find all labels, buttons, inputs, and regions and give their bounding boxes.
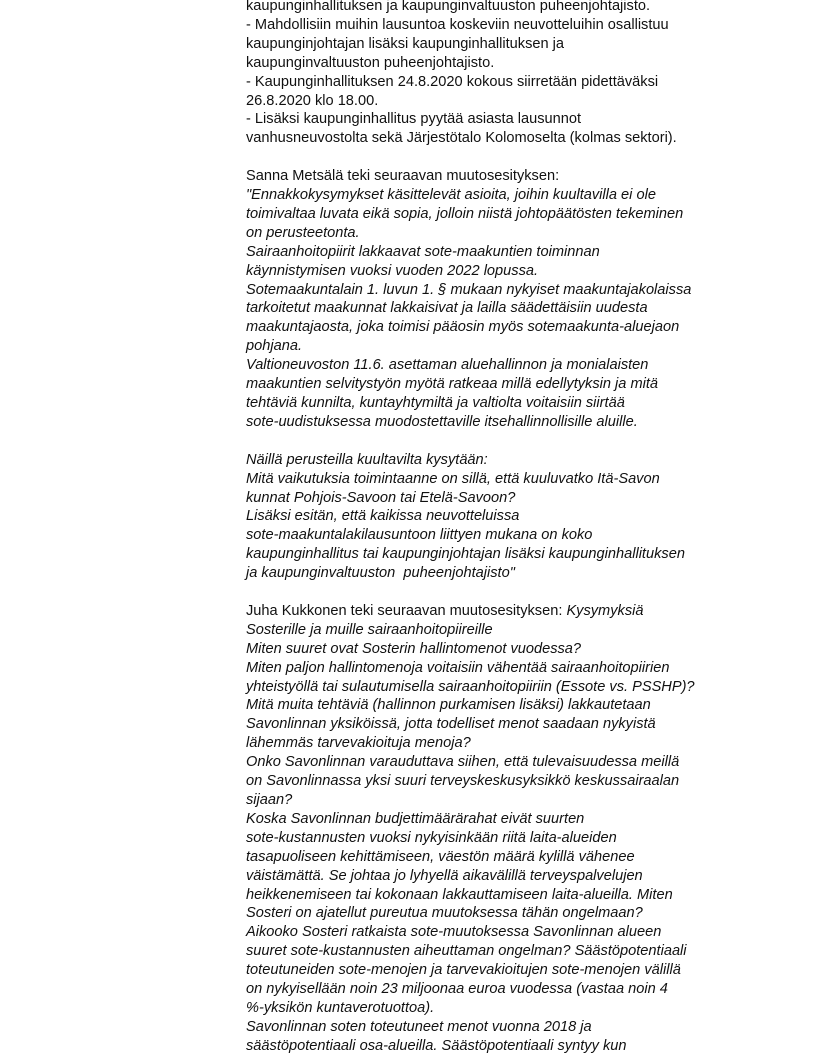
text-line: 26.8.2020 klo 18.00. [246,92,379,109]
proposal-line: Sairaanhoitopiirit lakkaavat sote-maakuntien toiminnan [246,243,600,260]
question-line: kaupunginhallitus tai kaupunginjohtajan lisäksi kaupunginhallituksen [246,546,685,563]
proposal-line: säästöpotentiaali osa-alueilla. Säästöpotentiaali syntyy kun [246,1037,627,1054]
proposal-line: tehtäviä kunnilta, kuntayhtymiltä ja valtiolta voitaisiin siirtää [246,395,625,412]
text-line: - Lisäksi kaupunginhallitus pyytää asiasta lausunnot [246,111,582,128]
text-line: - Mahdollisiin muihin lausuntoa koskeviin neuvotteluihin osallistuu [246,16,669,33]
proposal-line: sote-kustannusten vuoksi nykyisinkään riitä laita-alueiden [246,829,617,846]
proposal-line: "Ennakkokysymykset käsittelevät asioita, joihin kuultavilla ei ole [246,187,656,204]
proposal-line: Valtioneuvoston 11.6. asettaman aluehallinnon ja monialaisten [246,357,649,374]
proposal-line: toimivaltaa luvata eikä sopia, jolloin niistä johtopäätösten tekeminen [246,205,684,222]
text-line: vanhusneuvostolta sekä Järjestötalo Kolomoselta (kolmas sektori). [246,130,677,147]
proposal-line: pohjana. [246,338,302,355]
paragraph-spacer [246,148,786,167]
proposal-line: toteutuneiden sote-menojen ja tarvevakioitujen sote-menojen välillä [246,962,681,979]
proposal-line: yhteistyöllä tai sulautumisella sairaanhoitopiiriin (Essote vs. PSSHP)? [246,678,695,695]
kukkonen-proposal [246,602,786,1056]
question-line: Mitä vaikutuksia toimintaanne on sillä, että kuuluvatko Itä-Savon [246,470,660,487]
question-line: Näillä perusteilla kuultavilta kysytään: [246,451,488,468]
proposal-intro-italic: Kysymyksiä [566,602,644,619]
question-line: ja kaupunginvaltuuston puheenjohtajisto" [246,565,515,582]
proposal-line: Savonlinnan soten toteutuneet menot vuonna 2018 ja [246,1018,592,1035]
text-line: kaupunginvaltuuston puheenjohtajisto. [246,54,495,71]
proposal-line: tarkoitetut maakunnat lakkaisivat ja lailla säädettäisiin uudesta [246,300,648,317]
proposal-line: suuret sote-kustannusten aiheuttaman ongelman? Säästöpotentiaali [246,943,687,960]
proposal-line: sijaan? [246,792,293,809]
proposal-line: Onko Savonlinnan varauduttava siihen, että tulevaisuudessa meillä [246,754,680,771]
question-line: sote-maakuntalakilausuntoon liittyen mukana on koko [246,527,593,544]
question-line: Lisäksi esitän, että kaikissa neuvotteluissa [246,508,520,525]
decision-summary-block [246,0,786,148]
proposal-line: Sotemaakuntalain 1. luvun 1. § mukaan nykyiset maakuntajakolaissa [246,281,692,298]
proposal-line: on nykyisellään noin 23 miljoonaa euroa vuodessa (vastaa noin 4 [246,981,668,998]
metsala-proposal [246,167,786,583]
document-page [246,0,786,1056]
text-line: kaupunginjohtajan lisäksi kaupunginhallituksen ja [246,35,565,52]
proposal-line: Savonlinnan yksiköissä, jotta todelliset menot saadaan nykyistä [246,716,656,733]
proposal-line: Koska Savonlinnan budjettimäärärahat eivät suurten [246,810,585,827]
proposal-line: lähemmäs tarvevakioituja menoja? [246,735,471,752]
proposal-line: Mitä muita tehtäviä (hallinnon purkamisen lisäksi) lakkautetaan [246,697,651,714]
proposal-line: tasapuoliseen kehittämiseen, väestön määrä kylillä vähenee [246,848,635,865]
proposal-line: maakuntien selvitystyön myötä ratkeaa millä edellytyksin ja mitä [246,376,659,393]
paragraph-spacer [246,583,786,602]
text-line: kaupunginhallituksen ja kaupunginvaltuuston puheenjohtajisto. [246,0,651,14]
proposal-line: Miten suuret ovat Sosterin hallintomenot vuodessa? [246,640,582,657]
proposal-line: heikkenemiseen tai kokonaan lakkauttamiseen laita-alueilla. Miten [246,886,673,903]
proposal-line: Sosteri on ajatellut pureutua muutoksessa tähän ongelmaan? [246,905,643,922]
proposal-line: maakuntajaosta, joka toimisi pääosin myös sotemaakunta-aluejaon [246,319,680,336]
proposal-line: väistämättä. Se johtaa jo lyhyellä aikavälillä terveyspalvelujen [246,867,643,884]
proposal-line: on perusteetonta. [246,224,360,241]
proposal-line: on Savonlinnassa yksi suuri terveyskeskusyksikkö keskussairaalan [246,773,680,790]
proposal-line: käynnistymisen vuoksi vuoden 2022 lopussa. [246,262,539,279]
proposal-line: Sosterille ja muille sairaanhoitopiireille [246,621,493,638]
proposal-intro-line [246,602,786,621]
proposal-line: %-yksikön kuntaverotuottoa). [246,999,435,1016]
proposal-intro: Sanna Metsälä teki seuraavan muutosesityksen: [246,168,560,185]
question-line: kunnat Pohjois-Savoon tai Etelä-Savoon? [246,489,516,506]
proposal-line: sote-uudistuksessa muodostettaville itsehallinnollisille aluille. [246,413,638,430]
proposal-line: Aikooko Sosteri ratkaista sote-muutoksessa Savonlinnan alueen [246,924,662,941]
text-line: - Kaupunginhallituksen 24.8.2020 kokous siirretään pidettäväksi [246,73,659,90]
proposal-intro: Juha Kukkonen teki seuraavan muutosesityksen: [246,602,567,619]
proposal-line: Miten paljon hallintomenoja voitaisiin vähentää sairaanhoitopiirien [246,659,670,676]
paragraph-spacer [246,432,786,451]
